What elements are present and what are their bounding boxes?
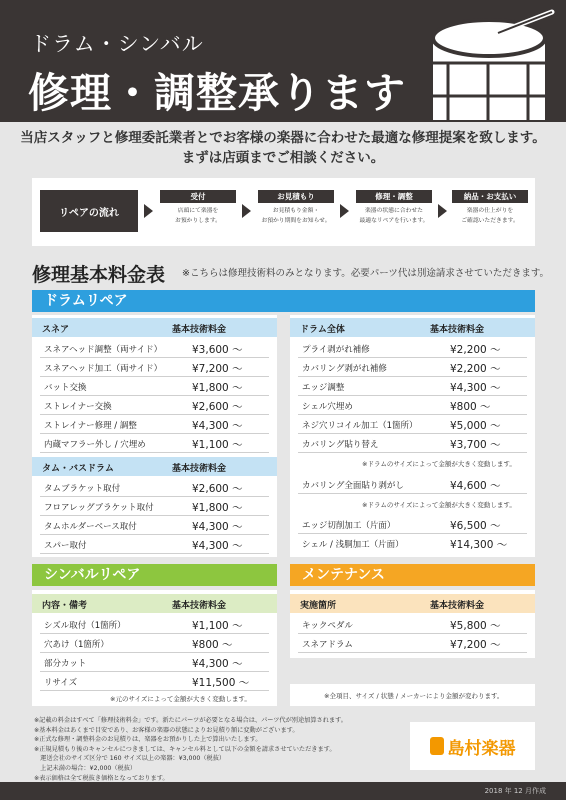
creation-date: 2018 年 12 月作成 [0, 782, 566, 800]
footer-note-line: ※正式な修理・調整料金のお見積りは、楽器をお預かりした上で算出いたします。 [34, 736, 262, 744]
flow-step-title: お見積もり [258, 190, 334, 203]
flow-step-desc: 店頭にて楽器を [177, 208, 219, 214]
intro-text [0, 128, 566, 168]
header-banner [0, 0, 566, 122]
column-header: 実施箇所 [300, 601, 337, 611]
logo-text: 島村楽器 [447, 738, 516, 759]
maintenance-band: メンテナンス [290, 564, 535, 586]
intro-line-2: まずは店頭までご相談ください。 [181, 150, 385, 166]
table-row: キックペダル ¥5,800 ～ [298, 615, 527, 634]
column-header: タム・バスドラム [42, 464, 114, 474]
footer-note-line: 上記未満の場合：¥2,000（税抜） [34, 764, 137, 772]
drum-right-panel [290, 315, 535, 557]
column-header: ドラム全体 [300, 325, 345, 335]
table-row: シズル取付（1箇所） ¥1,100 ～ [40, 615, 269, 634]
table-row: フロアレッグブラケット取付 ¥1,800 ～ [40, 497, 269, 516]
table-row: ネジ穴リコイル加工（1箇所） ¥5,000 ～ [298, 415, 527, 434]
drum-size-note: ※ドラムのサイズによって金額が大きく変動します。 [362, 460, 516, 468]
flow-step-reception [160, 190, 236, 234]
table-row: 部分カット ¥4,300 ～ [40, 653, 269, 672]
footer-note-line: ※記載の料金はすべて「修理技術料金」です。新たにパーツが必要となる場合は、パーツ代が別途加算されます。 [34, 717, 347, 724]
flow-step-desc: 楽器の仕上がりを [466, 208, 514, 214]
footer-note-line: ※基本料金はあくまで目安であり、お客様の楽器の状態によりお見積り額に変動がございます。 [34, 726, 299, 734]
maintenance-note-panel [290, 684, 535, 706]
table-row: 内蔵マフラー外し / 穴埋め ¥1,100 ～ [40, 434, 269, 453]
flow-step-delivery [452, 190, 528, 234]
table-row: プライ剥がれ補修 ¥2,200 ～ [298, 339, 527, 358]
drum-repair-band: ドラムリペア [32, 290, 535, 312]
maintenance-note: ※全項目、サイズ / 状態 / メーカーにより金額が変わります。 [324, 692, 504, 700]
table-row: スネアドラム ¥7,200 ～ [298, 634, 527, 653]
flow-step-desc: 楽器の状態に合わせた [365, 208, 423, 214]
footer-notes [34, 716, 394, 783]
table-row: カバリング全面貼り剥がし ¥4,600 ～ [298, 475, 527, 494]
flow-arrow-icon [242, 204, 251, 218]
whole-drum-header [290, 318, 535, 337]
flow-step-desc: ご確認いただきます。 [461, 218, 519, 224]
maintenance-header [290, 594, 535, 613]
drum-illustration-icon [428, 8, 558, 120]
flow-step-title: 受付 [160, 190, 236, 203]
table-row: カバリング剥がれ補修 ¥2,200 ～ [298, 358, 527, 377]
column-header: 基本技術料金 [172, 601, 227, 611]
table-row: 穴あけ（1箇所） ¥800 ～ [40, 634, 269, 653]
repair-flow [32, 178, 535, 246]
table-row: ストレイナー修理 / 調整 ¥4,300 ～ [40, 415, 269, 434]
column-header: 基本技術料金 [172, 325, 227, 335]
flow-step-title: 納品・お支払い [452, 190, 528, 203]
maintenance-panel [290, 590, 535, 658]
header-subtitle: ドラム・シンバル [30, 32, 204, 56]
table-row: スネアヘッド加工（両サイド） ¥7,200 ～ [40, 358, 269, 377]
table-row: タムホルダーベース取付 ¥4,300 ～ [40, 516, 269, 535]
table-row: バット交換 ¥1,800 ～ [40, 377, 269, 396]
column-header: 基本技術料金 [430, 325, 485, 335]
cymbal-header [32, 594, 277, 613]
footer-note-line: ※表示価格は全て税抜き価格となっております。 [34, 774, 169, 782]
table-row: タムブラケット取付 ¥2,600 ～ [40, 478, 269, 497]
table-row: スネアヘッド調整（両サイド） ¥3,600 ～ [40, 339, 269, 358]
snare-header [32, 318, 277, 337]
flow-arrow-icon [340, 204, 349, 218]
intro-line-1: 当店スタッフと修理委託業者とでお客様の楽器に合わせた最適な修理提案を致します。 [20, 130, 546, 146]
column-header: 基本技術料金 [430, 601, 485, 611]
flow-step-desc: お預かりします。 [175, 218, 221, 224]
table-row: エッジ調整 ¥4,300 ～ [298, 377, 527, 396]
table-row: リサイズ ¥11,500 ～ [40, 672, 269, 691]
column-header: スネア [42, 325, 70, 335]
header-title: 修理・調整承ります [28, 69, 406, 117]
cymbal-size-note: ※元のサイズによって金額が大きく変動します。 [110, 695, 251, 703]
table-row: シェル / 浅胴加工（片面） ¥14,300 ～ [302, 539, 508, 551]
drum-left-panel [32, 315, 277, 557]
flow-step-desc: お見積もり金額・ [272, 208, 320, 214]
flow-arrow-icon [144, 204, 153, 218]
flow-step-desc: お預かり期間をお知らせ。 [261, 218, 331, 224]
logo-mark-icon [430, 737, 444, 755]
flow-arrow-icon [438, 204, 447, 218]
column-header: 内容・備考 [42, 601, 88, 611]
table-row: カバリング貼り替え ¥3,700 ～ [298, 434, 527, 453]
tom-header [32, 457, 277, 476]
flow-lead: リペアの流れ [40, 190, 138, 232]
flow-step-repair [356, 190, 432, 234]
drum-size-note: ※ドラムのサイズによって金額が大きく変動します。 [362, 501, 516, 509]
table-row: シェル穴埋め ¥800 ～ [298, 396, 527, 415]
footer-note-line: 運送会社のサイズ区分で 160 サイズ以上の楽器：¥3,000（税抜） [34, 755, 226, 763]
price-table-title: 修理基本料金表 [32, 264, 166, 286]
cymbal-repair-band: シンバルリペア [32, 564, 277, 586]
footer-note-line: ※正規見積もり後のキャンセルにつきましては、キャンセル料として以下の金額を請求させていただきます。 [34, 745, 336, 753]
flow-step-title: 修理・調整 [356, 190, 432, 203]
table-row: ストレイナー交換 ¥2,600 ～ [40, 396, 269, 415]
shimamura-logo [410, 722, 535, 770]
table-row: スパー取付 ¥4,300 ～ [40, 535, 269, 554]
flow-step-desc: 最適なリペアを行います。 [359, 218, 429, 224]
flow-step-estimate [258, 190, 334, 234]
table-row: エッジ切削加工（片面） ¥6,500 ～ [298, 515, 527, 534]
column-header: 基本技術料金 [172, 464, 227, 474]
cymbal-panel [32, 590, 277, 706]
price-table-note: ※こちらは修理技術料のみとなります。必要パーツ代は別途請求させていただきます。 [182, 268, 550, 279]
